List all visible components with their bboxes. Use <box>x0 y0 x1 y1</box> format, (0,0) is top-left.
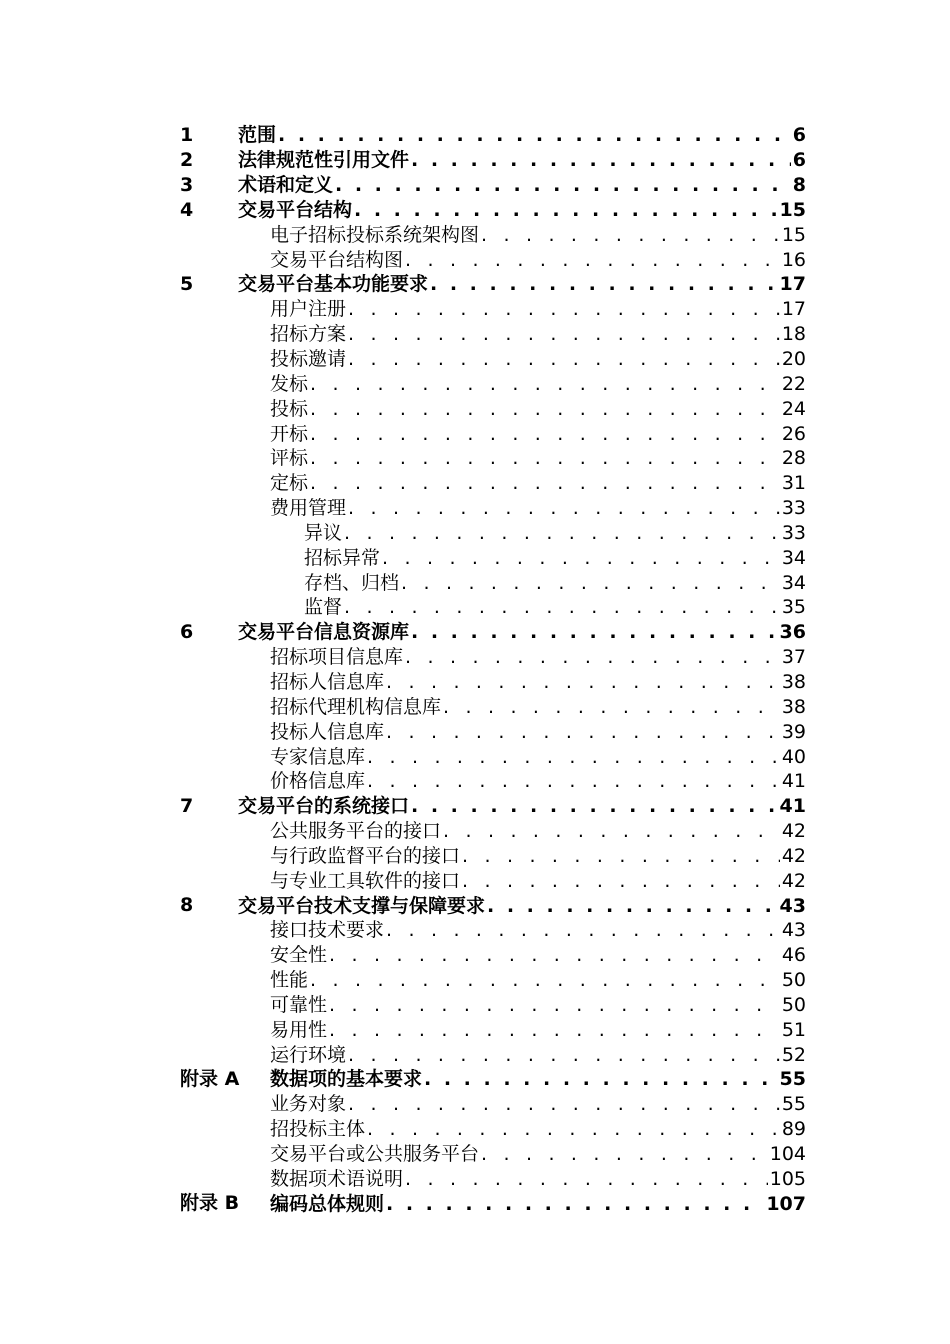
dot-leader <box>386 918 780 942</box>
toc-entry-body <box>270 744 806 769</box>
toc-entry[interactable] <box>180 396 806 421</box>
toc-entry-page-number: 41 <box>779 795 806 818</box>
toc-entry-body <box>238 123 806 148</box>
toc-entry-page-number: 42 <box>781 869 806 892</box>
toc-entry-body <box>270 471 806 496</box>
toc-entry-body <box>270 396 806 421</box>
toc-entry[interactable] <box>180 769 806 794</box>
dot-leader <box>344 521 780 545</box>
dot-leader <box>481 1142 768 1166</box>
toc-entry[interactable] <box>180 843 806 868</box>
toc-entry-number: 6 <box>180 620 194 643</box>
dot-leader <box>382 546 780 570</box>
toc-entry[interactable] <box>180 1117 806 1142</box>
toc-entry-title: 电子招标投标系统架构图 <box>270 223 480 246</box>
dot-leader <box>310 372 780 396</box>
toc-entry-page-number: 40 <box>781 745 806 768</box>
toc-entry-body <box>270 1191 806 1216</box>
toc-entry-title: 安全性 <box>270 944 328 967</box>
dot-leader <box>348 297 780 321</box>
toc-entry-title: 交易平台或公共服务平台 <box>270 1143 480 1166</box>
toc-entry-page-number: 33 <box>781 497 806 520</box>
toc-entry-body <box>238 173 806 198</box>
toc-entry-body <box>304 521 806 546</box>
dot-leader <box>405 645 780 669</box>
dot-leader <box>310 968 780 992</box>
toc-entry-page-number: 43 <box>779 894 806 917</box>
dot-leader <box>367 769 780 793</box>
toc-entry-title: 与专业工具软件的接口 <box>270 869 461 892</box>
toc-entry[interactable] <box>180 1092 806 1117</box>
toc-entry-body <box>270 297 806 322</box>
toc-entry-page-number: 55 <box>781 1093 806 1116</box>
toc-entry-body <box>270 645 806 670</box>
toc-entry-body <box>304 570 806 595</box>
toc-entry[interactable] <box>180 968 806 993</box>
toc-entry-title: 与行政监督平台的接口 <box>270 844 461 867</box>
toc-entry-body <box>270 769 806 794</box>
toc-entry-body <box>270 968 806 993</box>
toc-entry[interactable] <box>180 645 806 670</box>
toc-entry[interactable] <box>180 446 806 471</box>
toc-entry-body <box>270 1017 806 1042</box>
toc-entry-page-number: 55 <box>779 1068 806 1091</box>
toc-entry-body <box>270 371 806 396</box>
toc-entry[interactable] <box>180 123 806 148</box>
toc-entry-body <box>270 1042 806 1067</box>
toc-entry-body <box>270 843 806 868</box>
toc-entry[interactable] <box>180 371 806 396</box>
toc-entry-page-number: 6 <box>792 124 806 147</box>
toc-entry-page-number: 31 <box>781 472 806 495</box>
dot-leader <box>348 1043 780 1067</box>
dot-leader <box>335 173 791 197</box>
dot-leader <box>348 322 780 346</box>
dot-leader <box>443 819 780 843</box>
dot-leader <box>424 1067 778 1091</box>
toc-entry-page-number: 35 <box>781 596 806 619</box>
toc-entry-title: 发标 <box>270 372 309 395</box>
dot-leader <box>329 943 780 967</box>
toc-entry[interactable] <box>180 694 806 719</box>
toc-entry[interactable] <box>180 719 806 744</box>
toc-entry-number: 2 <box>180 148 194 171</box>
toc-entry-body <box>270 1166 806 1191</box>
dot-leader <box>354 198 778 222</box>
dot-leader <box>367 1117 780 1141</box>
dot-leader <box>443 695 780 719</box>
dot-leader <box>481 223 780 247</box>
toc-entry-title: 法律规范性引用文件 <box>238 149 410 172</box>
toc-entry[interactable] <box>180 1191 806 1216</box>
toc-entry-body <box>270 670 806 695</box>
toc-entry-title: 招标代理机构信息库 <box>270 695 442 718</box>
toc-entry-page-number: 42 <box>781 820 806 843</box>
toc-entry-number: 3 <box>180 173 194 196</box>
toc-entry[interactable] <box>180 471 806 496</box>
toc-entry-title: 投标邀请 <box>270 348 347 371</box>
toc-entry-title: 公共服务平台的接口 <box>270 820 442 843</box>
toc-entry-title: 专家信息库 <box>270 745 366 768</box>
toc-entry-title: 运行环境 <box>270 1043 347 1066</box>
toc-entry-page-number: 22 <box>781 372 806 395</box>
toc-entry-body <box>270 993 806 1018</box>
toc-entry-page-number: 20 <box>781 348 806 371</box>
toc-entry-body <box>238 893 806 918</box>
dot-leader <box>344 595 780 619</box>
toc-entry[interactable] <box>180 819 806 844</box>
toc-entry-page-number: 15 <box>781 223 806 246</box>
toc-entry-body <box>270 247 806 272</box>
toc-entry-title: 接口技术要求 <box>270 919 385 942</box>
toc-entry-page-number: 15 <box>779 198 806 221</box>
toc-entry-number: 8 <box>180 894 194 917</box>
dot-leader <box>329 1018 780 1042</box>
toc-entry-title: 范围 <box>238 124 277 147</box>
toc-entry-page-number: 26 <box>781 422 806 445</box>
toc-entry-title: 数据项术语说明 <box>270 1167 404 1190</box>
toc-entry[interactable] <box>180 322 806 347</box>
dot-leader <box>405 1167 768 1191</box>
toc-entry[interactable] <box>180 943 806 968</box>
toc-entry-page-number: 107 <box>766 1192 806 1215</box>
toc-entry[interactable] <box>180 173 806 198</box>
toc-entry-page-number: 18 <box>781 323 806 346</box>
toc-entry-body <box>270 1067 806 1092</box>
toc-entry-title: 招标人信息库 <box>270 670 385 693</box>
dot-leader <box>367 745 780 769</box>
toc-entry-body <box>270 347 806 372</box>
dot-leader <box>411 794 778 818</box>
toc-entry-page-number: 52 <box>781 1043 806 1066</box>
toc-entry[interactable] <box>180 1067 806 1092</box>
toc-entry-page-number: 43 <box>781 919 806 942</box>
toc-entry-title: 交易平台结构 <box>238 198 353 221</box>
toc-entry-title: 交易平台技术支撑与保障要求 <box>238 894 486 917</box>
toc-entry[interactable] <box>180 620 806 645</box>
toc-entry-page-number: 51 <box>781 1018 806 1041</box>
dot-leader <box>411 148 791 172</box>
toc-entry[interactable] <box>180 198 806 223</box>
toc-entry-number: 附录 B <box>180 1192 240 1215</box>
toc-entry-title: 招投标主体 <box>270 1118 366 1141</box>
toc-entry-title: 价格信息库 <box>270 770 366 793</box>
toc-entry-title: 可靠性 <box>270 993 328 1016</box>
toc-entry-body <box>304 545 806 570</box>
toc-entry-title: 开标 <box>270 422 309 445</box>
toc-entry-body <box>270 496 806 521</box>
toc-entry-title: 招标方案 <box>270 323 347 346</box>
toc-entry[interactable] <box>180 1042 806 1067</box>
toc-entry-body <box>270 943 806 968</box>
toc-entry-title: 投标 <box>270 397 309 420</box>
toc-entry-page-number: 46 <box>781 944 806 967</box>
toc-entry-page-number: 50 <box>781 993 806 1016</box>
toc-entry-title: 异议 <box>304 521 343 544</box>
toc-entry-body <box>270 322 806 347</box>
toc-entry-body <box>238 620 806 645</box>
toc-entry-title: 评标 <box>270 447 309 470</box>
toc-entry[interactable] <box>180 794 806 819</box>
toc-entry[interactable] <box>180 297 806 322</box>
toc-entry[interactable] <box>180 993 806 1018</box>
dot-leader <box>386 670 780 694</box>
toc-entry-page-number: 28 <box>781 447 806 470</box>
toc-entry[interactable] <box>180 670 806 695</box>
dot-leader <box>278 123 791 147</box>
toc-entry-page-number: 33 <box>781 521 806 544</box>
toc-entry-page-number: 50 <box>781 969 806 992</box>
toc-entry[interactable] <box>180 893 806 918</box>
toc-entry-page-number: 17 <box>779 273 806 296</box>
dot-leader <box>430 272 778 296</box>
toc-entry-body <box>238 272 806 297</box>
toc-entry-body <box>304 595 806 620</box>
toc-entry-body <box>270 819 806 844</box>
toc-entry-page-number: 37 <box>781 646 806 669</box>
dot-leader <box>310 471 780 495</box>
dot-leader <box>310 422 780 446</box>
dot-leader <box>310 397 780 421</box>
toc-entry-page-number: 24 <box>781 397 806 420</box>
toc-entry[interactable] <box>180 222 806 247</box>
toc-entry-body <box>270 1092 806 1117</box>
toc-entry-page-number: 34 <box>781 546 806 569</box>
toc-entry-number: 1 <box>180 124 194 146</box>
toc-entry-title: 交易平台信息资源库 <box>238 621 410 644</box>
toc-entry[interactable] <box>180 148 806 173</box>
toc-entry-title: 招标异常 <box>304 546 381 569</box>
dot-leader <box>348 1092 780 1116</box>
toc-entry-body <box>238 148 806 173</box>
toc-entry[interactable] <box>180 421 806 446</box>
toc-entry[interactable] <box>180 1166 806 1191</box>
toc-entry[interactable] <box>180 868 806 893</box>
toc-entry-body <box>238 198 806 223</box>
dot-leader <box>462 869 780 893</box>
toc-entry-title: 费用管理 <box>270 497 347 520</box>
dot-leader <box>401 571 780 595</box>
toc-entry-title: 招标项目信息库 <box>270 646 404 669</box>
dot-leader <box>405 248 780 272</box>
toc-entry[interactable] <box>180 570 806 595</box>
toc-entry-body <box>270 719 806 744</box>
toc-entry-number: 7 <box>180 794 194 817</box>
toc-entry-number: 5 <box>180 273 194 296</box>
toc-entry-page-number: 6 <box>792 149 806 172</box>
toc-entry-title: 交易平台结构图 <box>270 248 404 271</box>
table-of-contents <box>180 123 806 1216</box>
toc-entry-body <box>270 421 806 446</box>
toc-entry-title: 性能 <box>270 969 309 992</box>
toc-entry-page-number: 38 <box>781 695 806 718</box>
toc-entry-body <box>270 222 806 247</box>
toc-entry[interactable] <box>180 545 806 570</box>
toc-entry[interactable] <box>180 247 806 272</box>
dot-leader <box>348 496 780 520</box>
dot-leader <box>487 894 778 918</box>
toc-entry-body <box>270 1142 806 1167</box>
toc-entry-page-number: 38 <box>781 670 806 693</box>
dot-leader <box>386 1192 764 1216</box>
toc-entry[interactable] <box>180 595 806 620</box>
dot-leader <box>411 620 778 644</box>
toc-entry-page-number: 34 <box>781 571 806 594</box>
toc-entry-title: 监督 <box>304 596 343 619</box>
toc-entry-page-number: 39 <box>781 720 806 743</box>
dot-leader <box>462 844 780 868</box>
toc-entry-body <box>270 694 806 719</box>
dot-leader <box>329 993 780 1017</box>
toc-entry[interactable] <box>180 1017 806 1042</box>
toc-entry-title: 业务对象 <box>270 1093 347 1116</box>
toc-entry-title: 术语和定义 <box>238 174 334 197</box>
toc-entry-page-number: 17 <box>781 298 806 321</box>
toc-entry-title: 交易平台基本功能要求 <box>238 273 429 296</box>
toc-entry-title: 存档、归档 <box>304 571 400 594</box>
toc-entry-body <box>270 1117 806 1142</box>
toc-entry-title: 投标人信息库 <box>270 720 385 743</box>
dot-leader <box>386 720 780 744</box>
toc-entry[interactable] <box>180 521 806 546</box>
toc-entry-body <box>270 918 806 943</box>
toc-entry-page-number: 8 <box>792 174 806 197</box>
toc-entry-body <box>270 446 806 471</box>
toc-entry[interactable] <box>180 496 806 521</box>
toc-entry-title: 易用性 <box>270 1018 328 1041</box>
toc-entry-body <box>238 794 806 819</box>
toc-entry-title: 定标 <box>270 472 309 495</box>
toc-entry-body <box>270 868 806 893</box>
toc-entry-page-number: 41 <box>781 770 806 793</box>
toc-entry-page-number: 42 <box>781 844 806 867</box>
toc-entry[interactable] <box>180 272 806 297</box>
toc-entry-page-number: 89 <box>781 1118 806 1141</box>
toc-entry-title: 数据项的基本要求 <box>270 1068 423 1091</box>
toc-entry-page-number: 16 <box>781 248 806 271</box>
toc-entry[interactable] <box>180 347 806 372</box>
toc-entry-page-number: 105 <box>769 1167 806 1190</box>
dot-leader <box>348 347 780 371</box>
dot-leader <box>310 446 780 470</box>
toc-entry-number: 4 <box>180 198 194 221</box>
toc-entry-title: 用户注册 <box>270 298 347 321</box>
toc-entry[interactable] <box>180 744 806 769</box>
toc-entry-page-number: 104 <box>769 1143 806 1166</box>
toc-entry-title: 编码总体规则 <box>270 1192 385 1215</box>
toc-entry-number: 附录 A <box>180 1068 240 1091</box>
toc-entry[interactable] <box>180 918 806 943</box>
toc-entry-title: 交易平台的系统接口 <box>238 795 410 818</box>
toc-entry[interactable] <box>180 1142 806 1167</box>
toc-entry-page-number: 36 <box>779 621 806 644</box>
